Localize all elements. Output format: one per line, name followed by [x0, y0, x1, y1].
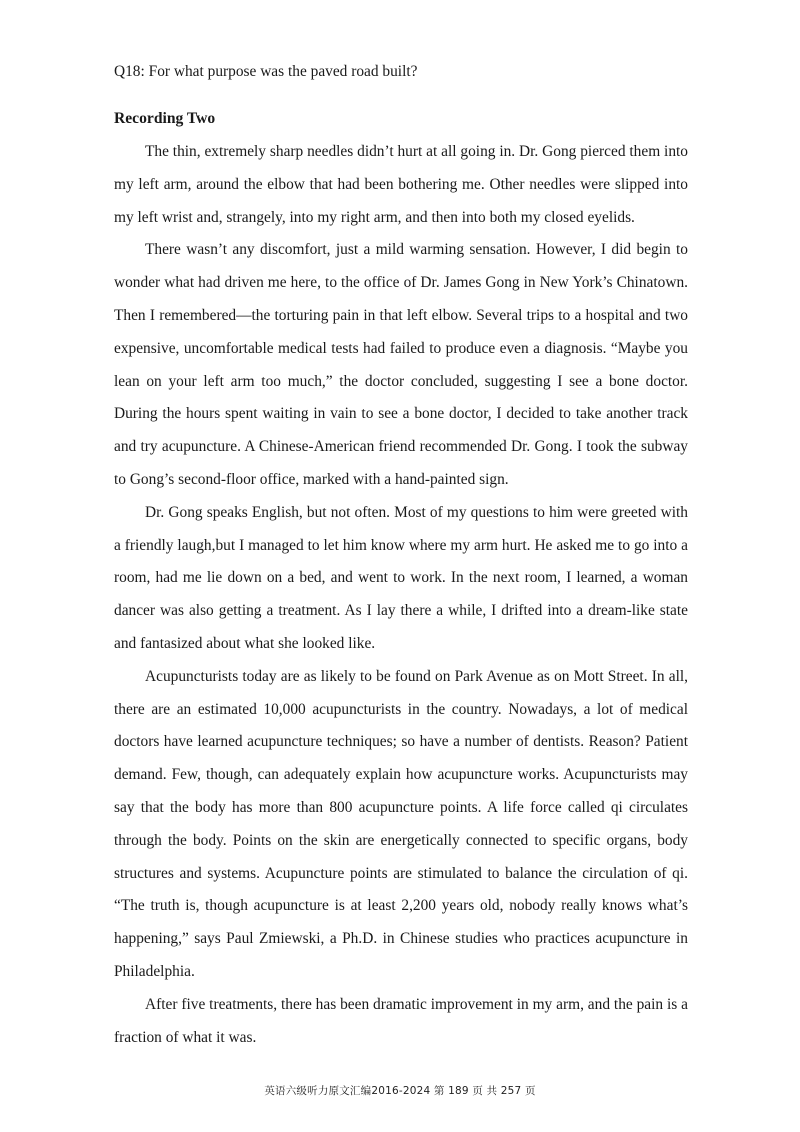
section-heading-recording-two: Recording Two — [114, 110, 216, 127]
page-footer — [0, 1083, 800, 1098]
transcript-paragraph-2: There wasn’t any discomfort, just a mild warming sensation. However, I did begin to wonder what had driven me here, to the office of Dr. James Gong in New York’s Chinatown. Then I remembered—the torturing pain in that left elbow. Several trips to a hospital and two expensive, uncomfortable medical tests had failed to produce even a diagnosis. “Maybe you lean on your left arm too much,” the doctor concluded, suggesting I see a bone doctor. During the hours spent waiting in vain to see a bone doctor, I decided to take another track and try acupuncture. A Chinese-American friend recommended Dr. Gong. I took the subway to Gong’s second-floor office, marked with a hand-painted sign. — [114, 241, 688, 488]
transcript-paragraph-1: The thin, extremely sharp needles didn’t hurt at all going in. Dr. Gong pierced them into my left arm, around the elbow that had been bothering me. Other needles were slipped into my left wrist and, strangely, into my right arm, and then into both my closed eyelids. — [114, 143, 688, 226]
transcript-paragraph-3: Dr. Gong speaks English, but not often. Most of my questions to him were greeted with a friendly laugh,but I managed to let him know where my arm hurt. He asked me to go into a room, had me lie down on a bed, and went to work. In the next room, I learned, a woman dancer was also getting a treatment. As I lay there a while, I drifted into a dream-like state and fantasized about what she looked like. — [114, 503, 688, 652]
transcript-paragraph-4: Acupuncturists today are as likely to be found on Park Avenue as on Mott Street. In all, there are an estimated 10,000 acupuncturists in the country. Nowadays, a lot of medical doctors have learned acupuncture techniques; so have a number of dentists. Reason? Patient demand. Few, though, can adequately explain how acupuncture works. Acupuncturists may say that the body has more than 800 acupuncture points. A life force called qi circulates through the body. Points on the skin are energetically connected to specific organs, body structures and systems. Acupuncture points are stimulated to balance the circulation of qi. “The truth is, though acupuncture is at least 2,200 years old, nobody really knows what’s happening,” says Paul Zmiewski, a Ph.D. in Chinese studies who practices acupuncture in Philadelphia. — [114, 667, 688, 980]
transcript-paragraph-5: After five treatments, there has been dramatic improvement in my arm, and the pain is a fraction of what it was. — [114, 995, 688, 1046]
page-footer-text: 英语六级听力原文汇编2016-2024 第 189 页 共 257 页 — [264, 1085, 536, 1097]
recording-transcript — [114, 136, 688, 1054]
question-q18: Q18: For what purpose was the paved road built? — [114, 63, 418, 80]
page-content — [114, 62, 688, 1054]
